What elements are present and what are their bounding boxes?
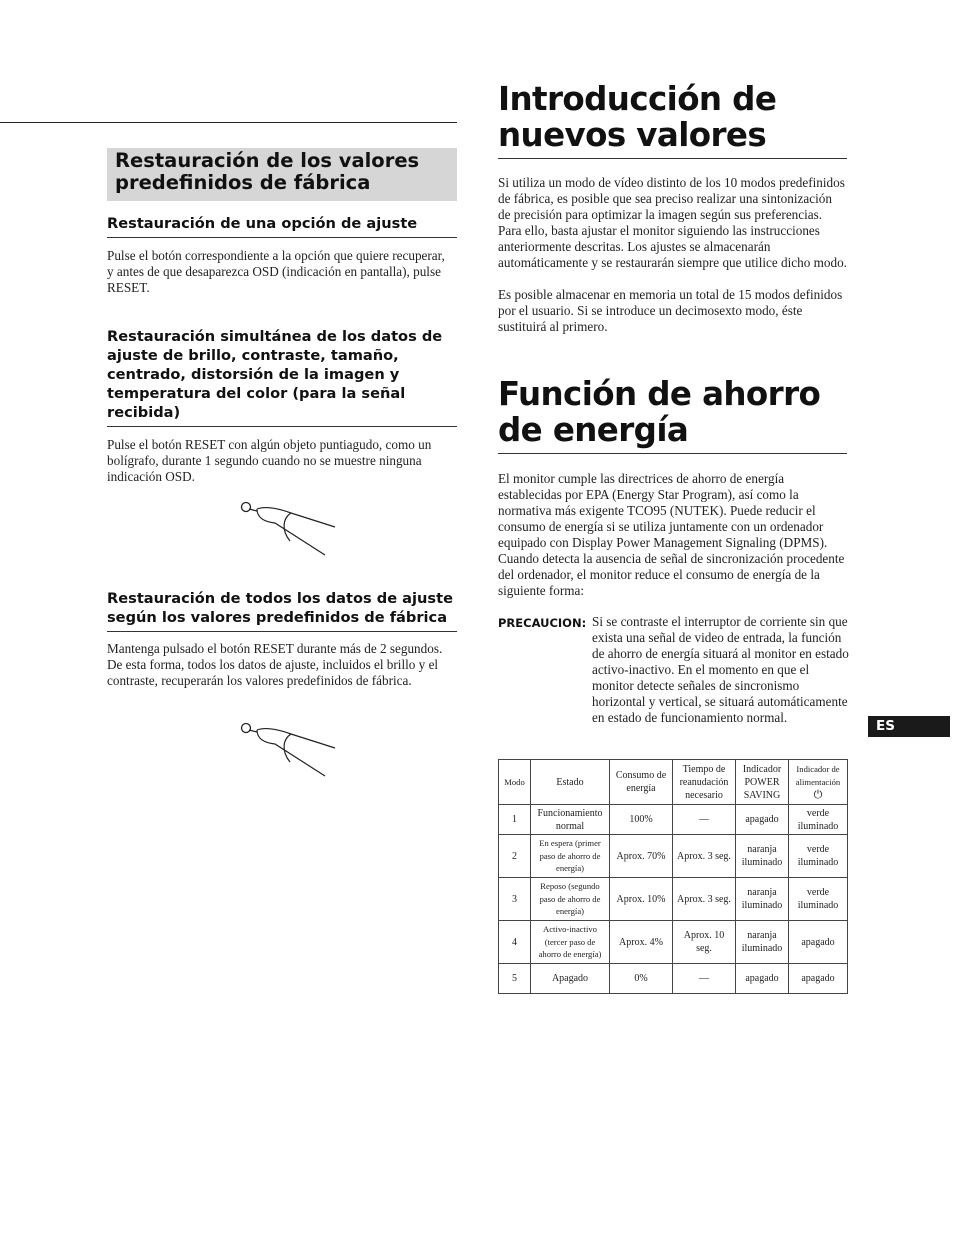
- header-tiempo: Tiempo de reanudación necesario: [673, 760, 736, 805]
- table-cell: 4: [499, 921, 531, 964]
- table-cell: apagado: [736, 964, 789, 994]
- caution-label: PRECAUCION:: [498, 616, 587, 630]
- table-cell: Aprox. 10%: [610, 878, 673, 921]
- paragraph-nuevos-valores-2: Es posible almacenar en memoria un total de 15 modos definidos por el usuario. Si se introduce un decimosexto modo, éste sustituirá al primero.: [498, 287, 843, 334]
- table-cell: Aprox. 3 seg.: [673, 878, 736, 921]
- table-row: [499, 835, 848, 878]
- subsection-heading-1: Restauración de una opción de ajuste: [107, 214, 457, 238]
- table-row: [499, 805, 848, 835]
- table-cell: 100%: [610, 805, 673, 835]
- table-header-row: [499, 760, 848, 805]
- header-consumo: Consumo de energía: [610, 760, 673, 805]
- subsection-text-2: Pulse el botón RESET con algún objeto puntiagudo, como un bolígrafo, durante 1 segundo cuando no se muestre ninguna indicación OSD.: [107, 437, 432, 484]
- table-cell: apagado: [789, 921, 848, 964]
- reset-pen-illustration-1: [235, 496, 345, 562]
- header-modo: Modo: [499, 760, 531, 805]
- table-cell: —: [673, 964, 736, 994]
- reset-pen-illustration-2: [235, 716, 345, 782]
- table-row: [499, 964, 848, 994]
- table-cell: verde iluminado: [789, 878, 848, 921]
- table-cell: En espera (primer paso de ahorro de energía): [531, 835, 610, 878]
- table-cell: naranja iluminado: [736, 921, 789, 964]
- reset-button-icon: [242, 503, 251, 512]
- reset-button-icon: [242, 724, 251, 733]
- paragraph-nuevos-valores-1: Si utiliza un modo de vídeo distinto de los 10 modos predefinidos de fábrica, es posible que sea preciso realizar una sintonización de precisión para optimizar la imagen según sus preferencias. Para ello, basta ajustar el monitor siguiendo las instrucciones anteriormente descritas. Los ajustes se almacenarán automáticamente y se restaurarán siempre que utilice dicho modo.: [498, 175, 847, 270]
- table-cell: 2: [499, 835, 531, 878]
- table-cell: 5: [499, 964, 531, 994]
- table-cell: 0%: [610, 964, 673, 994]
- table-cell: 1: [499, 805, 531, 835]
- paragraph-ahorro-energia: El monitor cumple las directrices de ahorro de energía establecidas por EPA (Energy Star Program), así como la normativa más exigente TCO95 (NUTEK). Puede reducir el consumo de energía si se utiliza juntamente con un ordenador equipado con Display Power Management Signaling (DPMS). Cuando detecta la ausencia de señal de sincronización procedente del ordenador, el monitor reduce el consumo de energía de la siguiente forma:: [498, 471, 845, 598]
- table-row: [499, 878, 848, 921]
- subsection-heading-2: Restauración simultánea de los datos de ajuste de brillo, contraste, tamaño, centrado, distorsión de la imagen y temperatura del color (para la señal recibida): [107, 327, 457, 427]
- table-cell: Funcionamiento normal: [531, 805, 610, 835]
- header-estado: Estado: [531, 760, 610, 805]
- page-title-nuevos-valores: Introducción de nuevos valores: [498, 81, 847, 159]
- power-saving-table: [498, 759, 848, 994]
- table-cell: —: [673, 805, 736, 835]
- table-cell: apagado: [789, 964, 848, 994]
- table-cell: Aprox. 4%: [610, 921, 673, 964]
- table-cell: Activo-inactivo (tercer paso de ahorro de energía): [531, 921, 610, 964]
- table-cell: verde iluminado: [789, 805, 848, 835]
- header-indicador-alimentacion-label: Indicador de alimentación: [795, 764, 841, 787]
- subsection-heading-3: Restauración de todos los datos de ajuste según los valores predefinidos de fábrica: [107, 589, 457, 632]
- section-title: Restauración de los valores predefinidos de fábrica: [115, 149, 420, 194]
- table-cell: 3: [499, 878, 531, 921]
- table-cell: verde iluminado: [789, 835, 848, 878]
- caution-text: Si se contraste el interruptor de corriente sin que exista una señal de video de entrada, la función de ahorro de energía situará al monitor en estado activo-inactivo. En el momento en que el monitor detecte señales de sincronismo horizontal y vertical, se situará automáticamente en estado de funcionamiento normal.: [592, 614, 849, 725]
- top-rule: [0, 122, 457, 123]
- language-tab: ES: [868, 716, 950, 737]
- table-cell: Apagado: [531, 964, 610, 994]
- subsection-text-1: Pulse el botón correspondiente a la opción que quiere recuperar, y antes de que desaparezca OSD (indicación en pantalla), pulse RESET.: [107, 248, 445, 295]
- header-indicador-power-saving: Indicador POWER SAVING: [736, 760, 789, 805]
- table-cell: Aprox. 3 seg.: [673, 835, 736, 878]
- table-row: [499, 921, 848, 964]
- page-title-ahorro-energia: Función de ahorro de energía: [498, 376, 847, 454]
- table-cell: Aprox. 70%: [610, 835, 673, 878]
- table-cell: Aprox. 10 seg.: [673, 921, 736, 964]
- section-title-box: [107, 148, 457, 201]
- header-indicador-alimentacion: [789, 760, 848, 805]
- table-cell: Reposo (segundo paso de ahorro de energía): [531, 878, 610, 921]
- table-cell: naranja iluminado: [736, 835, 789, 878]
- power-icon: ⏻: [813, 789, 823, 801]
- subsection-text-3: Mantenga pulsado el botón RESET durante más de 2 segundos. De esta forma, todos los datos de ajuste, incluidos el brillo y el contraste, recuperarán los valores predefinidos de fábrica.: [107, 641, 443, 688]
- table-cell: apagado: [736, 805, 789, 835]
- table-cell: naranja iluminado: [736, 878, 789, 921]
